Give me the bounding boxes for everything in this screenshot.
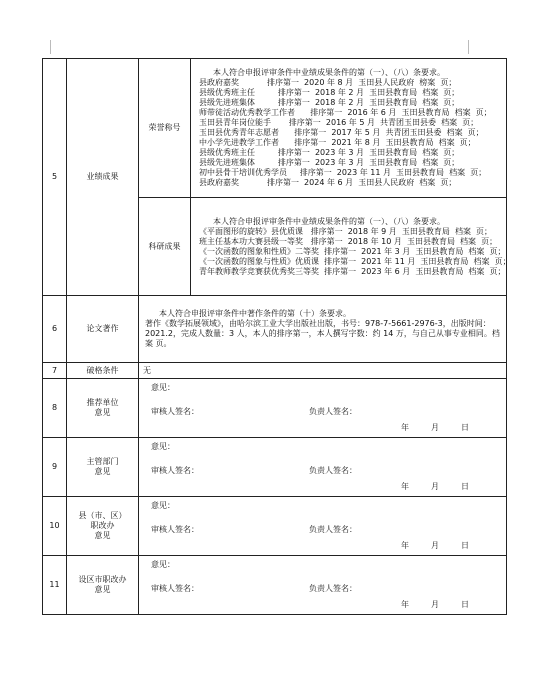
row-category: [67, 438, 139, 497]
honor-line: 县级先进班集体 排序第一 2023 年 3 月 玉田县教育局 档案 页；: [199, 158, 460, 167]
table-row: [43, 556, 507, 615]
honor-line: 县政府嘉奖 排序第一 2024 年 6 月 玉田县人民政府 档案 页；: [199, 178, 457, 187]
row-category: [67, 497, 139, 556]
opinion-label: 意见：: [151, 560, 175, 569]
category-line: 意见: [94, 531, 111, 540]
page-corner-mark: [36, 40, 51, 54]
honor-line: 师带徒活动优秀教学工作者 排序第一 2016 年 6 月 玉田县教育局 档案 页；: [199, 108, 492, 117]
date-fields: 年 月 日: [401, 423, 469, 432]
row-number: 11: [43, 556, 67, 615]
reviewer-signature-label: 审核人签名：: [151, 525, 199, 534]
opinion-label: 意见：: [151, 442, 175, 451]
row-number: 10: [43, 497, 67, 556]
evaluation-form-table: [42, 58, 511, 615]
paper-text: 著作《数学拓展领域》，由哈尔滨工业大学出版社出版，书号：978-7-5661-2976-3，出版时间：2021.2，完成人数量：3 人，本人的排序第一，本人撰写字数：约 14 万，与自己从事专业相同。档案 页。: [145, 319, 500, 348]
row-number: 7: [43, 363, 67, 379]
responsible-signature-label: 负责人签名：: [309, 407, 357, 416]
paper-intro: 本人符合申报评审条件中著作条件的第（十）条要求。: [159, 309, 351, 318]
table-row: [43, 363, 507, 379]
honor-line: 玉田县青年岗位能手 排序第一 2016 年 5 月 共青团玉田县委 档案 页；: [199, 118, 479, 127]
honor-line: 县级优秀班主任 排序第一 2018 年 2 月 玉田县教育局 档案 页；: [199, 88, 460, 97]
research-content: [191, 198, 511, 296]
honor-line: 县级先进班集体 排序第一 2018 年 2 月 玉田县教育局 档案 页；: [199, 98, 460, 107]
category-line: 县（市、区）: [78, 511, 127, 520]
date-fields: 年 月 日: [401, 600, 469, 609]
responsible-signature-label: 负责人签名：: [309, 584, 357, 593]
category-line: 意见: [94, 467, 111, 476]
sub-category-honors: 荣誉称号: [139, 59, 191, 198]
category-line: 意见: [94, 408, 111, 417]
date-fields: 年 月 日: [401, 541, 469, 550]
row-category: 论文著作: [67, 296, 139, 363]
research-intro: 本人符合申报评审条件中业绩成果条件的第（一）、（八）条要求。: [213, 216, 445, 226]
date-fields: 年 月 日: [401, 482, 469, 491]
honor-line: 县政府嘉奖 排序第一 2020 年 8 月 玉田县人民政府 榜案 页；: [199, 78, 457, 87]
reviewer-signature-label: 审核人签名：: [151, 466, 199, 475]
research-line: 《一次函数的图象与性质》优质课 排序第一 2021 年 11 月 玉田县教育局 档案 页；: [199, 256, 511, 266]
row-category: 业绩成果: [67, 59, 139, 296]
opinion-label: 意见：: [151, 383, 175, 392]
category-line: 职改办: [90, 521, 115, 530]
honor-line: 县级优秀班主任 排序第一 2023 年 3 月 玉田县教育局 档案 页；: [199, 148, 460, 157]
row-category: [67, 379, 139, 438]
row-number: 6: [43, 296, 67, 363]
opinion-cell[interactable]: [139, 497, 507, 556]
opinion-cell[interactable]: [139, 438, 507, 497]
category-line: 推荐单位: [86, 398, 119, 407]
row-number: 5: [43, 59, 67, 296]
table-row: [43, 438, 507, 497]
category-line: 设区市职改办: [78, 575, 127, 584]
row-number: 8: [43, 379, 67, 438]
opinion-cell[interactable]: [139, 556, 507, 615]
reviewer-signature-label: 审核人签名：: [151, 407, 199, 416]
responsible-signature-label: 负责人签名：: [309, 466, 357, 475]
page-corner-mark: [468, 40, 483, 54]
research-line: 《平面图形的旋转》县优质课 排序第一 2018 年 9 月 玉田县教育局 档案 页；: [199, 226, 493, 236]
sub-category-research: 科研成果: [139, 198, 191, 296]
research-line: 班主任基本功大赛县级一等奖 排序第一 2018 年 10 月 玉田县教育局 档案 页；: [199, 236, 498, 246]
opinion-cell[interactable]: [139, 379, 507, 438]
reviewer-signature-label: 审核人签名：: [151, 584, 199, 593]
paper-content: [139, 296, 507, 363]
honors-content: [191, 59, 507, 198]
opinion-label: 意见：: [151, 501, 175, 510]
table-row: [43, 59, 507, 198]
research-line: 《一次函数的图象和性质》二等奖 排序第一 2021 年 3 月 玉田县教育局 档案 页；: [199, 246, 506, 256]
honor-line: 中小学先进教学工作者 排序第一 2021 年 8 月 玉田县教育局 档案 页；: [199, 138, 476, 147]
honors-intro: 本人符合申报评审条件中业绩成果条件的第（一）、（八）条要求。: [213, 68, 445, 77]
research-line: 青年教师教学竞赛获优秀奖三等奖 排序第一 2023 年 6 月 玉田县教育局 档案 页；: [199, 266, 506, 276]
table-row: [43, 379, 507, 438]
honor-line: 初中县骨干培训优秀学员 排序第一 2023 年 11 月 玉田县教育局 档案 页；: [199, 168, 487, 177]
honor-line: 玉田县优秀青年志愿者 排序第一 2017 年 5 月 共青团玉田县委 档案 页；: [199, 128, 484, 137]
exception-value: 无: [139, 363, 507, 379]
table-row: [43, 296, 507, 363]
category-line: 意见: [94, 585, 111, 594]
category-line: 主管部门: [86, 457, 119, 466]
responsible-signature-label: 负责人签名：: [309, 525, 357, 534]
row-category: [67, 556, 139, 615]
table-row: [43, 497, 507, 556]
row-category: 破格条件: [67, 363, 139, 379]
row-number: 9: [43, 438, 67, 497]
